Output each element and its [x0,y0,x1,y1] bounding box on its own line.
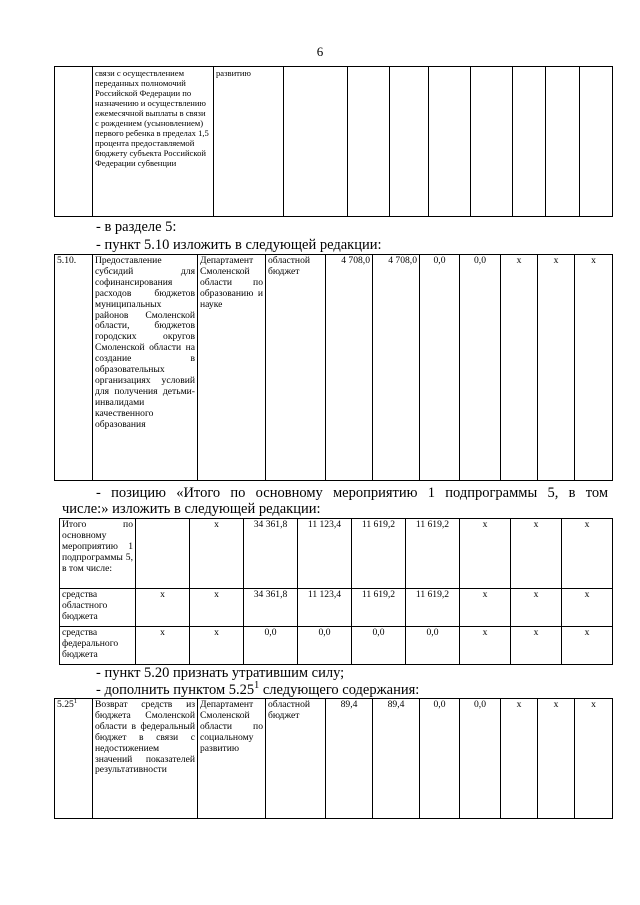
indicator-cell: x [460,627,511,665]
indicator-cell: x [511,519,562,589]
year1-amount: 89,4 [373,699,420,819]
item-510-table [54,254,613,481]
item-number [55,699,93,819]
executor-cell: Департамент Смоленской области по социальному развитию [198,699,266,819]
totals-row-label: средства областного бюджета [60,589,136,627]
executor-cell: Департамент Смоленской области по образованию и науке [198,255,266,481]
continuation-table [54,66,613,217]
year1-amount: 4 708,0 [373,255,420,481]
year2-amount: 11 619,2 [352,589,406,627]
empty-cell [55,67,93,217]
measure-name: Возврат средств из бюджета Смоленской области в федеральный бюджет в связи с недостижением значений показателей результативности [93,699,198,819]
superscript: 1 [73,698,78,705]
empty-cell [546,67,580,217]
funding-source: областной бюджет [266,255,326,481]
year1-amount: 11 123,4 [298,519,352,589]
year3-amount: 11 619,2 [406,589,460,627]
totals-cell: x [190,627,244,665]
empty-cell [284,67,348,217]
total-amount: 4 708,0 [326,255,373,481]
instruction-totals-line2: числе:» изложить в следующей редакции: [62,501,321,517]
instruction-totals-line1: - позицию «Итого по основному мероприятию 1 подпрограммы 5, в том [96,485,608,501]
instruction-item-510: - пункт 5.10 изложить в следующей редакции: [96,237,382,253]
total-amount: 0,0 [244,627,298,665]
total-amount: 34 361,8 [244,519,298,589]
instruction-text: следующего содержания: [259,682,420,698]
year2-amount: 11 619,2 [352,519,406,589]
year3-amount: 0,0 [460,699,501,819]
totals-cell: x [136,627,190,665]
empty-cell [348,67,390,217]
year1-amount: 11 123,4 [298,589,352,627]
indicator-cell: x [562,589,613,627]
instruction-section5: - в разделе 5: [96,219,177,235]
superscript: 1 [254,680,260,692]
item-number-text: 5.25 [57,699,74,710]
year2-amount: 0,0 [352,627,406,665]
instruction-item-5251 [96,680,420,698]
totals-cell: x [190,519,244,589]
total-amount: 34 361,8 [244,589,298,627]
indicator-cell: x [501,255,538,481]
indicator-cell: x [575,699,613,819]
indicator-cell: x [511,627,562,665]
item-number: 5.10. [55,255,93,481]
page-number: 6 [316,44,324,59]
totals-cell: x [136,589,190,627]
year2-amount: 0,0 [420,255,460,481]
empty-cell [471,67,513,217]
totals-row-label: Итого по основному мероприятию 1 подпрограммы 5, в том числе: [60,519,136,589]
empty-cell [513,67,546,217]
year1-amount: 0,0 [298,627,352,665]
indicator-cell: x [501,699,538,819]
indicator-cell: x [562,519,613,589]
indicator-cell: x [538,699,575,819]
instruction-item-520: - пункт 5.20 признать утратившим силу; [96,665,345,681]
year3-amount: 0,0 [460,255,501,481]
indicator-cell: x [460,589,511,627]
totals-table [59,518,613,665]
measure-description: связи с осуществлением переданных полномочий Российской Федерации по назначению и осуществлению ежемесячной выплаты в связи с рождением (усыновлением) первого ребенка в пределах 1,5 процента предоставляемой бюджету субъекта Российской Федерации субвенции [93,67,214,217]
year2-amount: 0,0 [420,699,460,819]
year3-amount: 11 619,2 [406,519,460,589]
empty-cell [429,67,471,217]
totals-cell [136,519,190,589]
totals-cell: x [190,589,244,627]
year3-amount: 0,0 [406,627,460,665]
empty-cell [390,67,429,217]
measure-name: Предоставление субсидий для софинансирования расходов бюджетов муниципальных районов Смоленской области, бюджетов городских округов Смоленской области на создание в образовательных организациях условий для получения детьми-инвалидами качественного образования [93,255,198,481]
indicator-cell: x [538,255,575,481]
empty-cell [580,67,613,217]
funding-source: областной бюджет [266,699,326,819]
executor-cell: развитию [214,67,284,217]
indicator-cell: x [511,589,562,627]
item-5251-table [54,698,613,819]
indicator-cell: x [460,519,511,589]
indicator-cell: x [562,627,613,665]
indicator-cell: x [575,255,613,481]
totals-row-label: средства федерального бюджета [60,627,136,665]
total-amount: 89,4 [326,699,373,819]
instruction-text: - дополнить пунктом 5.25 [96,682,255,698]
